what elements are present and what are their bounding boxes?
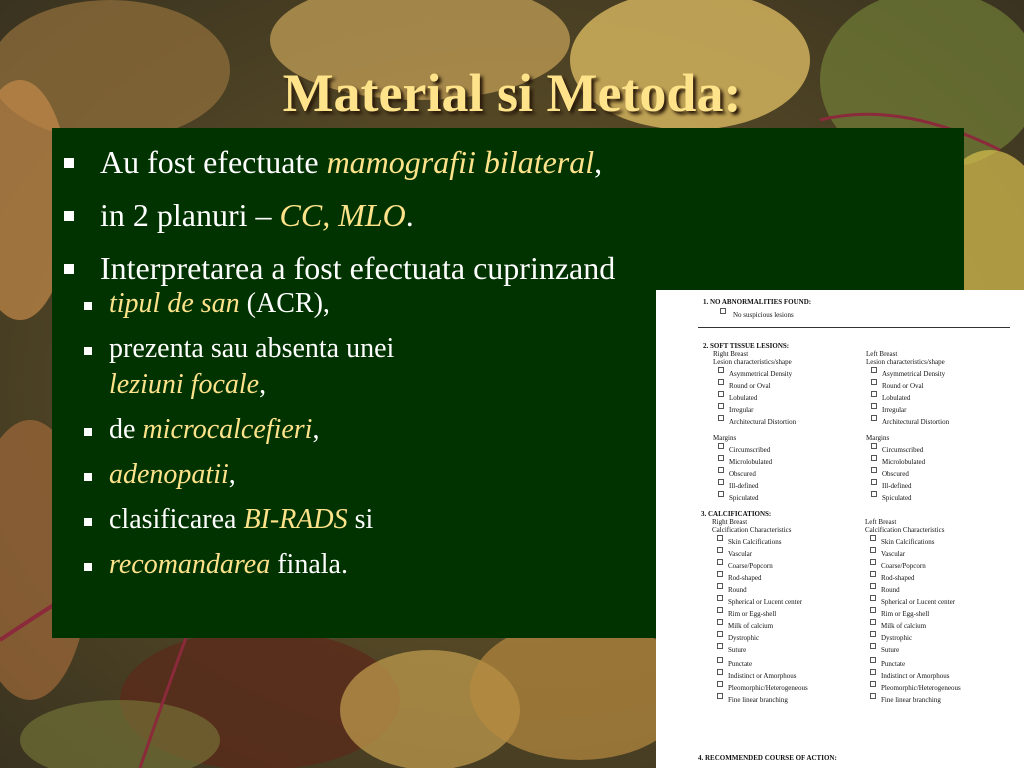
bullet-text: de xyxy=(109,414,143,445)
form-item: Lobulated xyxy=(882,394,911,402)
form-section-2: 2. SOFT TISSUE LESIONS: xyxy=(703,342,790,350)
square-bullet-icon xyxy=(64,211,74,221)
form-section-4: 4. RECOMMENDED COURSE OF ACTION: xyxy=(698,754,837,762)
checkbox-icon xyxy=(871,455,877,461)
checkbox-icon xyxy=(717,681,723,687)
checkbox-icon xyxy=(717,595,723,601)
emphasis-text: tipul de san xyxy=(109,288,240,319)
checkbox-icon xyxy=(717,693,723,699)
checkbox-icon xyxy=(718,455,724,461)
checkbox-icon xyxy=(871,403,877,409)
emphasis-text: leziuni focale xyxy=(109,369,260,400)
checkbox-icon xyxy=(870,669,876,675)
checkbox-icon xyxy=(870,619,876,625)
checkbox-icon xyxy=(871,443,877,449)
bullet-text: si xyxy=(347,504,374,535)
form-item: No suspicious lesions xyxy=(733,311,794,319)
form-item: Round xyxy=(881,586,900,594)
form-item: Lobulated xyxy=(729,394,758,402)
checkbox-icon xyxy=(871,415,877,421)
form-item: Suture xyxy=(881,646,900,654)
form-item: Rod-shaped xyxy=(881,574,915,582)
form-item: Architectural Distortion xyxy=(729,418,797,426)
lesion-header-left: Lesion characteristics/shape xyxy=(866,358,945,366)
calc-header-left: Calcification Characteristics xyxy=(865,526,945,534)
checkbox-icon xyxy=(717,607,723,613)
form-item: Obscured xyxy=(882,470,909,478)
form-item: Round xyxy=(728,586,747,594)
form-item: Architectural Distortion xyxy=(882,418,950,426)
form-section-3: 3. CALCIFICATIONS: xyxy=(701,510,772,518)
checkbox-icon xyxy=(871,379,877,385)
sub-bullet-item xyxy=(64,547,579,583)
margins-label-right: Margins xyxy=(713,434,737,442)
right-breast-label-calc: Right Breast xyxy=(712,518,748,526)
form-item: Round or Oval xyxy=(882,382,924,390)
checkbox-icon xyxy=(717,535,723,541)
form-item: Circumscribed xyxy=(882,446,924,454)
form-item: Suture xyxy=(728,646,747,654)
checkbox-icon xyxy=(870,595,876,601)
emphasis-text: mamografii bilateral xyxy=(326,144,595,180)
form-item: Vascular xyxy=(881,550,906,558)
checkbox-icon xyxy=(717,657,723,663)
checkbox-icon xyxy=(870,693,876,699)
form-item: Vascular xyxy=(728,550,753,558)
checkbox-icon xyxy=(870,559,876,565)
checkbox-icon xyxy=(871,479,877,485)
form-item: Obscured xyxy=(729,470,756,478)
bullet-text: Au fost efectuate xyxy=(100,144,327,180)
form-item: Dystrophic xyxy=(881,634,913,642)
form-item: Skin Calcifications xyxy=(728,538,782,546)
checkbox-icon xyxy=(871,391,877,397)
checkbox-icon xyxy=(718,467,724,473)
checkbox-icon xyxy=(870,583,876,589)
bullet-text: , xyxy=(312,414,320,445)
form-item: Pleomorphic/Heterogeneous xyxy=(728,684,808,692)
form-item: Dystrophic xyxy=(728,634,760,642)
square-bullet-icon xyxy=(84,302,92,310)
form-item: Rod-shaped xyxy=(728,574,762,582)
form-item: Spiculated xyxy=(729,494,759,502)
form-item: Circumscribed xyxy=(729,446,771,454)
form-item: Spherical or Lucent center xyxy=(881,598,956,606)
checkbox-icon xyxy=(718,479,724,485)
checkbox-icon xyxy=(870,631,876,637)
form-item: Fine linear branching xyxy=(881,696,941,704)
form-item: Spherical or Lucent center xyxy=(728,598,803,606)
margins-label-left: Margins xyxy=(866,434,890,442)
form-item: Irregular xyxy=(882,406,907,414)
checkbox-icon xyxy=(870,643,876,649)
emphasis-text: adenopatii xyxy=(109,459,229,490)
checkbox-icon xyxy=(717,631,723,637)
checkbox-icon xyxy=(870,607,876,613)
form-item: Irregular xyxy=(729,406,754,414)
form-item: Ill-defined xyxy=(729,482,759,490)
checkbox-icon xyxy=(718,443,724,449)
bullet-text: prezenta sau absenta unei xyxy=(109,333,395,364)
checkbox-icon xyxy=(718,379,724,385)
square-bullet-icon xyxy=(64,264,74,274)
calc-header-right: Calcification Characteristics xyxy=(712,526,792,534)
form-item: Indistinct or Amorphous xyxy=(881,672,950,680)
checkbox-icon xyxy=(718,491,724,497)
right-breast-label: Right Breast xyxy=(713,350,749,358)
bullet-text: clasificarea xyxy=(109,504,244,535)
form-item: Coarse/Popcorn xyxy=(728,562,773,570)
form-item: Indistinct or Amorphous xyxy=(728,672,797,680)
form-item: Rim or Egg-shell xyxy=(728,610,777,618)
checkbox-icon xyxy=(717,669,723,675)
form-item: Skin Calcifications xyxy=(881,538,935,546)
bullet-item xyxy=(64,248,615,583)
checkbox-icon xyxy=(717,619,723,625)
lesion-header-right: Lesion characteristics/shape xyxy=(713,358,792,366)
checkbox-icon xyxy=(717,583,723,589)
form-item: Pleomorphic/Heterogeneous xyxy=(881,684,961,692)
square-bullet-icon xyxy=(84,428,92,436)
checkbox-icon xyxy=(718,415,724,421)
checkbox-icon xyxy=(871,467,877,473)
bi-rads-form-image xyxy=(656,290,1024,768)
bullet-text: . xyxy=(405,197,414,233)
form-item: Fine linear branching xyxy=(728,696,788,704)
bullet-text: Interpretarea a fost efectuata cuprinzand xyxy=(100,250,616,286)
bullet-text: finala. xyxy=(270,549,348,580)
sub-bullet-item xyxy=(64,331,579,403)
sub-bullet-list xyxy=(100,286,615,583)
form-item: Spiculated xyxy=(882,494,912,502)
square-bullet-icon xyxy=(84,563,92,571)
left-breast-label-calc: Left Breast xyxy=(865,518,897,526)
checkbox-icon xyxy=(870,657,876,663)
checkbox-icon xyxy=(870,571,876,577)
bullet-text: in 2 planuri – xyxy=(100,197,280,233)
sub-bullet-item xyxy=(64,502,579,538)
form-item: Round or Oval xyxy=(729,382,771,390)
form-item: Microlobulated xyxy=(882,458,926,466)
square-bullet-icon xyxy=(84,347,92,355)
form-item: Ill-defined xyxy=(882,482,912,490)
square-bullet-icon xyxy=(64,158,74,168)
checkbox-icon xyxy=(717,547,723,553)
checkbox-icon xyxy=(718,391,724,397)
sub-bullet-item xyxy=(64,286,579,322)
checkbox-icon xyxy=(718,403,724,409)
form-item: Punctate xyxy=(728,660,753,668)
checkbox-icon xyxy=(870,681,876,687)
checkbox-icon xyxy=(871,367,877,373)
form-item: Milk of calcium xyxy=(728,622,774,630)
bullet-text: (ACR), xyxy=(239,288,330,319)
checkbox-icon xyxy=(717,571,723,577)
form-item: Coarse/Popcorn xyxy=(881,562,926,570)
left-breast-label: Left Breast xyxy=(866,350,898,358)
form-item: Milk of calcium xyxy=(881,622,927,630)
checkbox-icon xyxy=(871,491,877,497)
square-bullet-icon xyxy=(84,473,92,481)
square-bullet-icon xyxy=(84,518,92,526)
sub-bullet-item xyxy=(64,457,579,493)
bullet-item xyxy=(64,142,615,182)
bullet-text: , xyxy=(594,144,603,180)
emphasis-text: recomandarea xyxy=(109,549,271,580)
form-item: Punctate xyxy=(881,660,906,668)
emphasis-text: microcalcefieri xyxy=(142,414,313,445)
checkbox-icon xyxy=(870,547,876,553)
sub-bullet-item xyxy=(64,412,579,448)
checkbox-icon xyxy=(720,308,726,314)
emphasis-text: BI-RADS xyxy=(243,504,348,535)
emphasis-text: CC, MLO xyxy=(279,197,406,233)
bullet-text: , xyxy=(228,459,236,490)
form-item: Asymmetrical Density xyxy=(882,370,946,378)
slide-title: Material si Metoda: xyxy=(282,63,742,123)
form-divider xyxy=(698,327,1010,328)
bullet-item xyxy=(64,195,615,235)
form-item: Asymmetrical Density xyxy=(729,370,793,378)
checkbox-icon xyxy=(870,535,876,541)
form-section-1: 1. NO ABNORMALITIES FOUND: xyxy=(703,298,812,306)
checkbox-icon xyxy=(718,367,724,373)
form-item: Microlobulated xyxy=(729,458,773,466)
bullet-list xyxy=(64,142,615,596)
checkbox-icon xyxy=(717,643,723,649)
checkbox-icon xyxy=(717,559,723,565)
bullet-text: , xyxy=(259,369,267,400)
form-item: Rim or Egg-shell xyxy=(881,610,930,618)
